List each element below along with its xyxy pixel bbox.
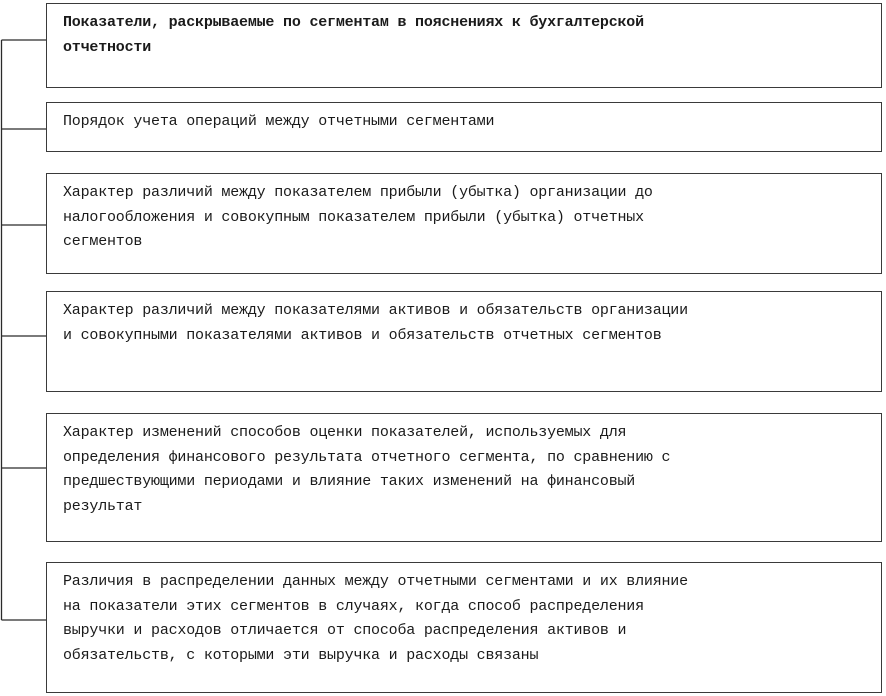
diagram-item-box: Порядок учета операций между отчетными сегментами xyxy=(46,102,882,152)
diagram-item-box: Характер различий между показателем прибыли (убытка) организации до налогообложения и совокупным показателем прибыли (убытка) отчетных сегментов xyxy=(46,173,882,274)
diagram-item-box: Различия в распределении данных между отчетными сегментами и их влияние на показатели этих сегментов в случаях, когда способ распределения выручки и расходов отличается от способа распределения активов и обязательств, с которыми эти выручка и расходы связаны xyxy=(46,562,882,693)
diagram-item-box: Характер изменений способов оценки показателей, используемых для определения финансового результата отчетного сегмента, по сравнению с предшествующими периодами и влияние таких изменений на финансовый результат xyxy=(46,413,882,542)
diagram-item-box: Характер различий между показателями активов и обязательств организации и совокупными показателями активов и обязательств отчетных сегментов xyxy=(46,291,882,392)
diagram-root-box: Показатели, раскрываемые по сегментам в пояснениях к бухгалтерской отчетности xyxy=(46,3,882,88)
